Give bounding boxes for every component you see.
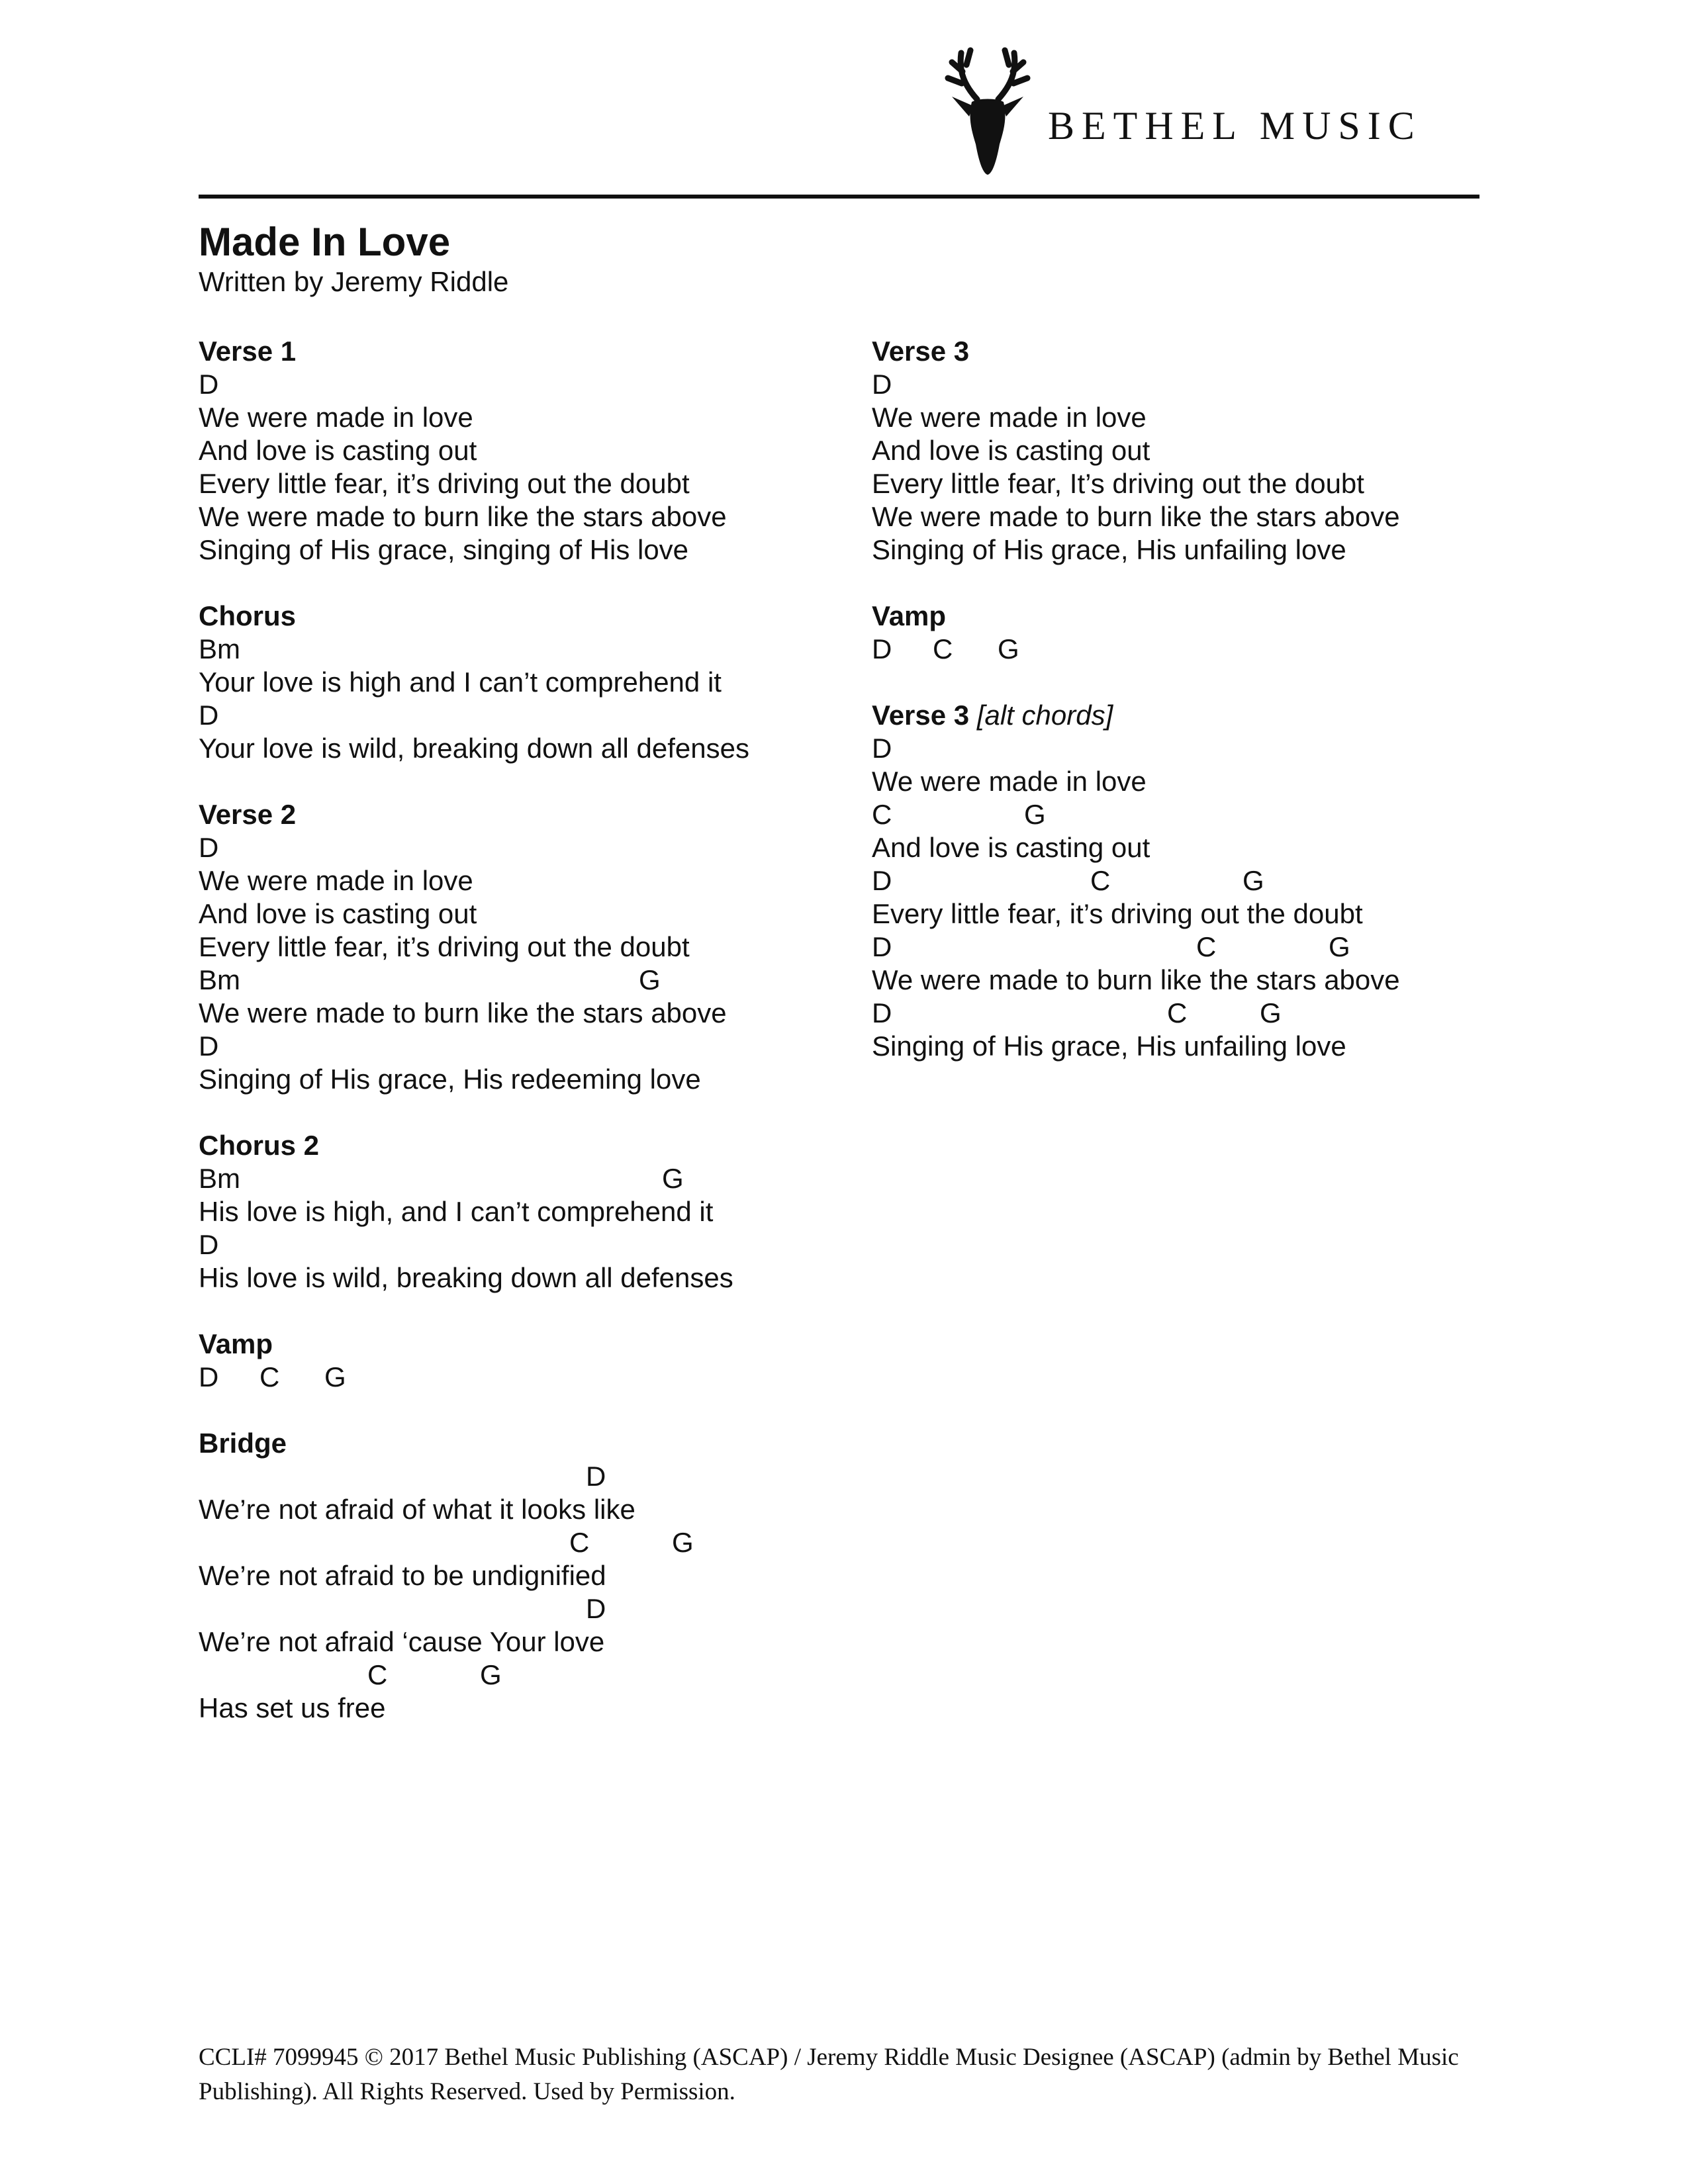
lyric-line: We were made in love	[872, 766, 1147, 797]
lyric-line: We’re not afraid to be undignified	[199, 1560, 606, 1591]
section-heading-label: Verse 2	[199, 799, 297, 830]
chord: G	[324, 1361, 346, 1392]
chord: C	[367, 1659, 388, 1690]
chord-line	[199, 1361, 847, 1394]
lyric-line: Singing of His grace, singing of His love	[199, 534, 689, 565]
lyric-line: We were made to burn like the stars above	[199, 501, 727, 532]
section-heading-label: Chorus	[199, 600, 296, 631]
chord: G	[662, 1163, 684, 1194]
brand-name: BETHEL MUSIC	[1048, 104, 1422, 148]
chord: G	[998, 633, 1019, 664]
lyric-line: We were made in love	[872, 402, 1147, 433]
chord-line	[872, 732, 1507, 765]
lyric-line: Every little fear, it’s driving out the doubt	[199, 468, 690, 499]
lyric-line: Singing of His grace, His unfailing love	[872, 1030, 1346, 1062]
chord: D	[199, 700, 219, 731]
chord-line	[199, 368, 847, 401]
chord-line	[872, 997, 1507, 1030]
chord: D	[586, 1461, 606, 1492]
section-heading	[199, 335, 847, 368]
chord: D	[199, 1361, 219, 1392]
chord-line	[872, 633, 1507, 666]
lyric-line: And love is casting out	[199, 435, 477, 466]
left-column	[199, 335, 847, 1758]
chord: G	[1024, 799, 1046, 830]
lyric-line: We were made to burn like the stars above	[872, 501, 1400, 532]
chord: C	[872, 799, 892, 830]
lyric-line: We’re not afraid ‘cause Your love	[199, 1626, 605, 1657]
chord-line	[872, 798, 1507, 831]
section-heading-label: Verse 3	[872, 336, 970, 367]
section-vamp	[199, 1328, 847, 1394]
section-heading	[199, 1427, 847, 1460]
chord: D	[872, 931, 892, 962]
section-heading-label: Bridge	[199, 1428, 287, 1459]
chord: G	[480, 1659, 502, 1690]
lyric-line: We were made in love	[199, 865, 473, 896]
chord: Bm	[199, 633, 240, 664]
lyric-line: Your love is wild, breaking down all defenses	[199, 733, 749, 764]
right-column	[872, 335, 1507, 1096]
lyric-line: Has set us free	[199, 1692, 386, 1723]
chord-line	[199, 1460, 847, 1493]
section-vamp	[872, 600, 1507, 666]
lyric-line: And love is casting out	[872, 832, 1150, 863]
chord-line	[199, 1162, 847, 1195]
chord: D	[199, 1229, 219, 1260]
chord-line	[872, 368, 1507, 401]
lyric-line: Every little fear, it’s driving out the doubt	[199, 931, 690, 962]
lyric-line: His love is wild, breaking down all defenses	[199, 1262, 733, 1293]
chord: G	[1329, 931, 1350, 962]
lyric-line: Singing of His grace, His redeeming love	[199, 1064, 701, 1095]
section-chorus	[199, 600, 847, 765]
chord: G	[639, 964, 661, 995]
lyric-line: His love is high, and I can’t comprehend it	[199, 1196, 714, 1227]
lyric-line: We were made to burn like the stars above	[199, 997, 727, 1028]
chord-line	[872, 864, 1507, 897]
lyric-line: Every little fear, it’s driving out the doubt	[872, 898, 1363, 929]
header-divider	[199, 195, 1479, 199]
chord: D	[872, 369, 892, 400]
section-heading-note: [alt chords]	[976, 700, 1113, 731]
section-verse-2	[199, 798, 847, 1096]
chord-line	[872, 931, 1507, 964]
chord-line	[199, 1659, 847, 1692]
chord-line	[199, 1526, 847, 1559]
lyric-line: We were made to burn like the stars above	[872, 964, 1400, 995]
chord: C	[1090, 865, 1111, 896]
section-heading-label: Chorus 2	[199, 1130, 320, 1161]
chord: C	[1167, 997, 1188, 1028]
chord: D	[872, 633, 892, 664]
chord: G	[1243, 865, 1264, 896]
chord-line	[199, 1592, 847, 1625]
lyric-line: We were made in love	[199, 402, 473, 433]
chord: D	[586, 1593, 606, 1624]
section-verse-3-alt	[872, 699, 1507, 1063]
section-bridge	[199, 1427, 847, 1725]
section-heading	[199, 1328, 847, 1361]
chord: C	[1196, 931, 1217, 962]
section-verse-1	[199, 335, 847, 567]
section-heading-label: Vamp	[872, 600, 947, 631]
stag-head-icon	[939, 45, 1038, 177]
chord-line	[199, 633, 847, 666]
bethel-music-logo	[939, 45, 1468, 177]
section-heading	[199, 1129, 847, 1162]
chord: Bm	[199, 964, 240, 995]
lyric-line: And love is casting out	[872, 435, 1150, 466]
chord-line	[199, 831, 847, 864]
section-heading	[872, 335, 1507, 368]
song-author: Written by Jeremy Riddle	[199, 266, 509, 297]
section-verse-3	[872, 335, 1507, 567]
lyric-line: Singing of His grace, His unfailing love	[872, 534, 1346, 565]
section-heading	[872, 699, 1507, 732]
chord: D	[199, 369, 219, 400]
lyric-line: Your love is high and I can’t comprehend it	[199, 666, 722, 698]
chord: G	[1260, 997, 1282, 1028]
lyric-line: Every little fear, It’s driving out the doubt	[872, 468, 1364, 499]
lyric-line: And love is casting out	[199, 898, 477, 929]
section-heading-label: Vamp	[199, 1328, 273, 1359]
chord-line	[199, 1228, 847, 1261]
chord: C	[933, 633, 953, 664]
chord: G	[672, 1527, 694, 1558]
chord: D	[872, 865, 892, 896]
chord: C	[569, 1527, 590, 1558]
chord-line	[199, 964, 847, 997]
section-heading	[199, 600, 847, 633]
section-heading-label: Verse 1	[199, 336, 297, 367]
song-title: Made In Love	[199, 220, 451, 264]
chord-line	[199, 699, 847, 732]
chord-line	[199, 1030, 847, 1063]
section-heading	[199, 798, 847, 831]
chord: C	[259, 1361, 280, 1392]
copyright-footer: CCLI# 7099945 © 2017 Bethel Music Publishing (ASCAP) / Jeremy Riddle Music Designee (ASCAP) (admin by Bethel Music Publishing). All Rights Reserved. Used by Permission.	[199, 2044, 1459, 2105]
chord: D	[199, 832, 219, 863]
section-heading-label: Verse 3	[872, 700, 970, 731]
chord: D	[199, 1030, 219, 1062]
chord: D	[872, 733, 892, 764]
section-chorus-2	[199, 1129, 847, 1295]
section-heading	[872, 600, 1507, 633]
chord: D	[872, 997, 892, 1028]
lyric-line: We’re not afraid of what it looks like	[199, 1494, 635, 1525]
chord: Bm	[199, 1163, 240, 1194]
